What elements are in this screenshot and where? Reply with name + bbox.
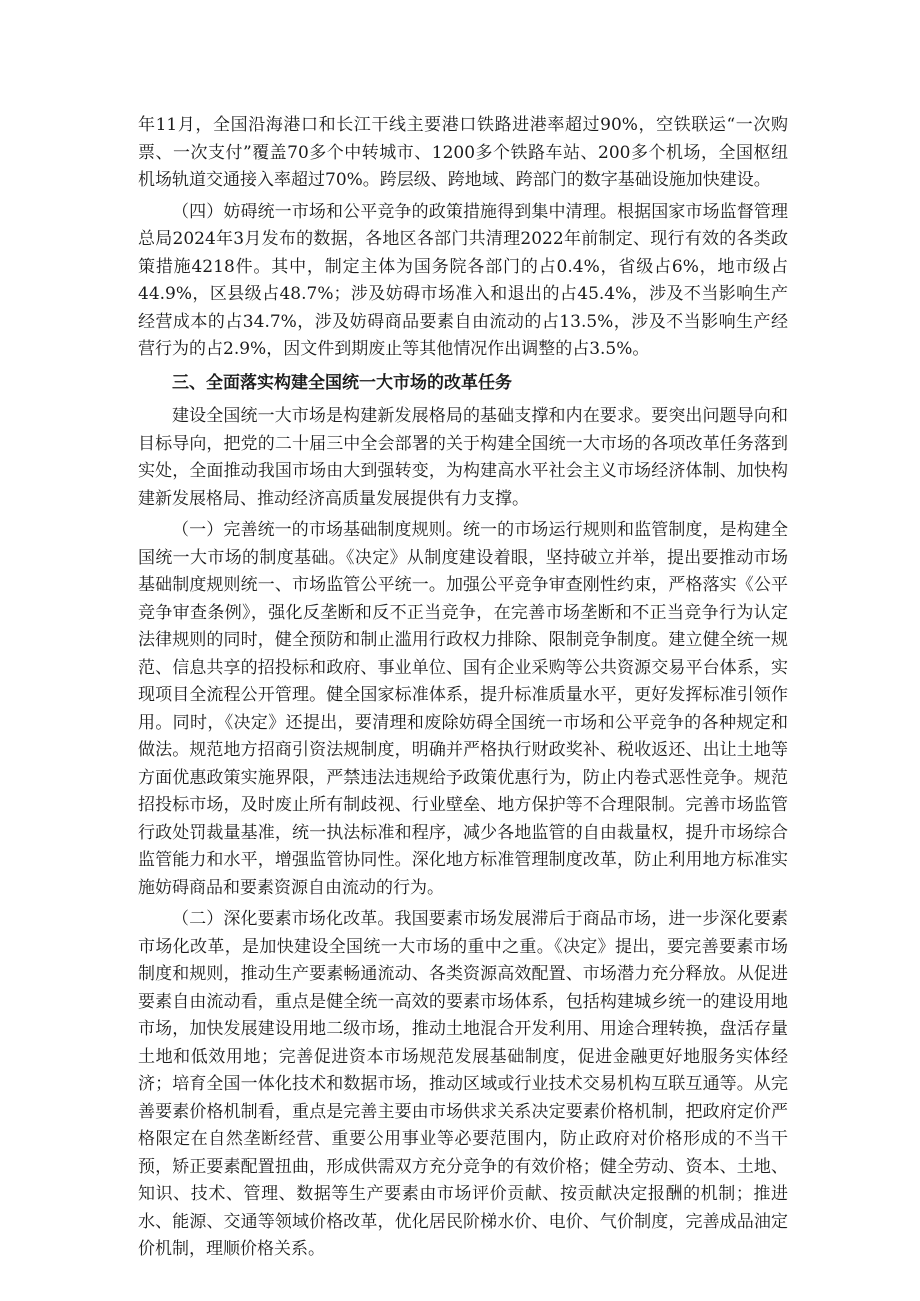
paragraph-market-rules: （一）完善统一的市场基础制度规则。统一的市场运行规则和监管制度，是构建全国统一大市场的制度基础。《决定》从制度建设着眼，坚持破立并举，提出要推动市场基础制度规则统一、市场监管公平统一。加强公平竞争审查刚性约束，严格落实《公平竞争审查条例》，强化反垄断和反不正当竞争，在完善市场垄断和不正当竞争行为认定法律规则的同时，健全预防和制止滥用行政权力排除、限制竞争制度。建立健全统一规范、信息共享的招投标和政府、事业单位、国有企业采购等公共资源交易平台体系，实现项目全流程公开管理。健全国家标准体系，提升标准质量水平，更好发挥标准引领作用。同时，《决定》还提出，要清理和废除妨碍全国统一市场和公平竞争的各种规定和做法。规范地方招商引资法规制度，明确并严格执行财政奖补、税收返还、出让土地等方面优惠政策实施界限，严禁违法违规给予政策优惠行为，防止内卷式恶性竞争。规范招投标市场，及时废止所有制歧视、行业壁垒、地方保护等不合理限制。完善市场监管行政处罚裁量基准，统一执法标准和程序，减少各地监管的自由裁量权，提升市场综合监管能力和水平，增强监管协同性。深化地方标准管理制度改革，防止利用地方标准实施妨碍商品和要素资源自由流动的行为。 <box>138 520 788 898</box>
document-page <box>138 112 788 1268</box>
paragraph-section-intro: 建设全国统一大市场是构建新发展格局的基础支撑和内在要求。要突出问题导向和目标导向，把党的二十届三中全会部署的关于构建全国统一大市场的各项改革任务落到实处，全面推动我国市场由大到强转变，为构建高水平社会主义市场经济体制、加快构建新发展格局、推动经济高质量发展提供有力支撑。 <box>138 406 788 509</box>
paragraph-policy-cleanup: （四）妨碍统一市场和公平竞争的政策措施得到集中清理。根据国家市场监督管理总局2024年3月发布的数据，各地区各部门共清理2022年前制定、现行有效的各类政策措施4218件。其中，制定主体为国务院各部门的占0.4%，省级占6%，地市级占44.9%，区县级占48.7%；涉及妨碍市场准入和退出的占45.4%，涉及不当影响生产经营成本的占34.7%，涉及妨碍商品要素自由流动的占13.5%，涉及不当影响生产经营行为的占2.9%，因文件到期废止等其他情况作出调整的占3.5%。 <box>138 201 788 359</box>
section-heading-three: 三、全面落实构建全国统一大市场的改革任务 <box>172 372 512 393</box>
paragraph-factor-market-reform: （二）深化要素市场化改革。我国要素市场发展滞后于商品市场，进一步深化要素市场化改革，是加快建设全国统一大市场的重中之重。《决定》提出，要完善要素市场制度和规则，推动生产要素畅通流动、各类资源高效配置、市场潜力充分释放。从促进要素自由流动看，重点是健全统一高效的要素市场体系，包括构建城乡统一的建设用地市场，加快发展建设用地二级市场，推动土地混合开发利用、用途合理转换，盘活存量土地和低效用地；完善促进资本市场规范发展基础制度，促进金融更好地服务实体经济；培育全国一体化技术和数据市场，推动区域或行业技术交易机构互联互通等。从完善要素价格机制看，重点是完善主要由市场供求关系决定要素价格机制，把政府定价严格限定在自然垄断经营、重要公用事业等必要范围内，防止政府对价格形成的不当干预，矫正要素配置扭曲，形成供需双方充分竞争的有效价格；健全劳动、资本、土地、知识、技术、管理、数据等生产要素由市场评价贡献、按贡献决定报酬的机制；推进水、能源、交通等领域价格改革，优化居民阶梯水价、电价、气价制度，完善成品油定价机制，理顺价格关系。 <box>138 909 788 1259</box>
paragraph-railway-connectivity: 年11月，全国沿海港口和长江干线主要港口铁路进港率超过90%，空铁联运“一次购票、一次支付”覆盖70多个中转城市、1200多个铁路车站、200多个机场，全国枢纽机场轨道交通接入率超过70%。跨层级、跨地域、跨部门的数字基础设施加快建设。 <box>138 115 788 190</box>
